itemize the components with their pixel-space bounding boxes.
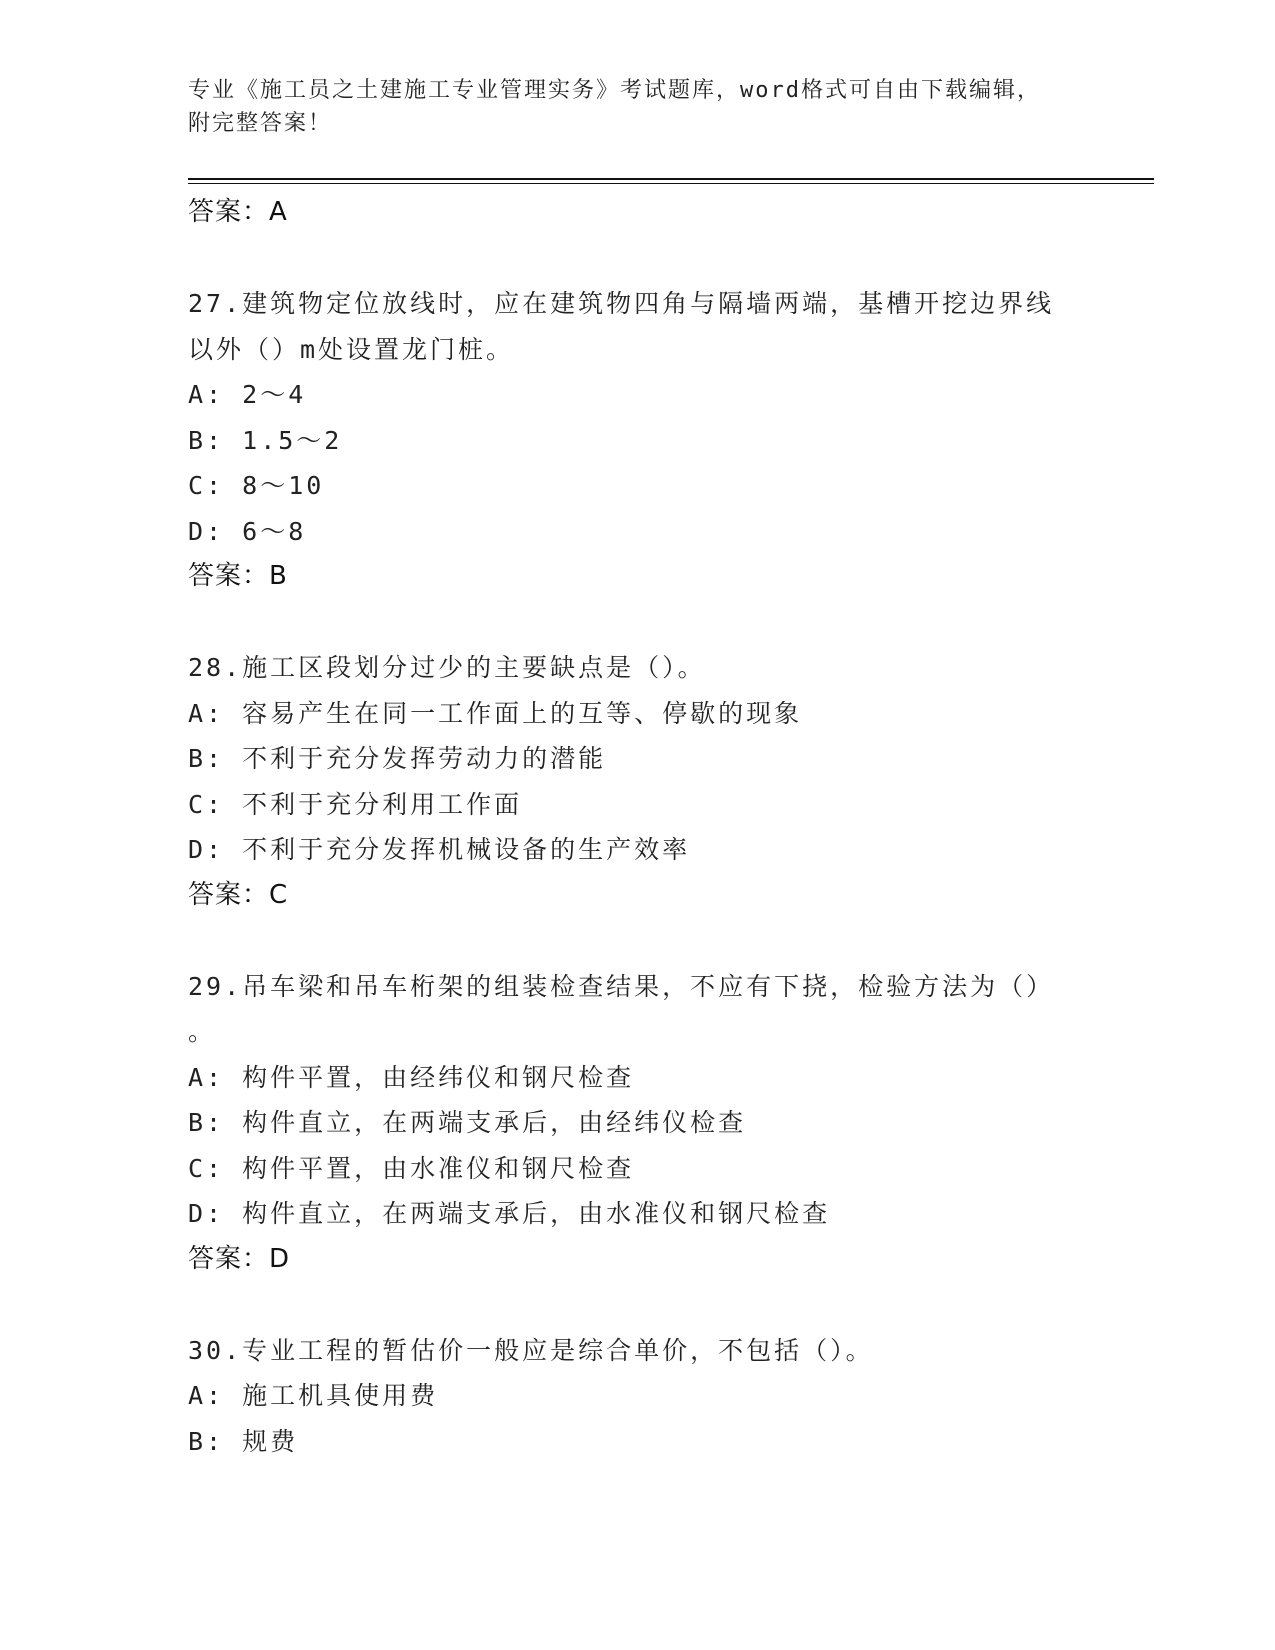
option-c: C: 构件平置，由水准仪和钢尺检查 [188, 1153, 635, 1183]
question-stem: 28.施工区段划分过少的主要缺点是（）。 [188, 653, 706, 682]
spacer [188, 918, 1148, 964]
question-stem-continued: 以外（）m处设置龙门桩。 [188, 334, 515, 364]
option-d: D: 不利于充分发挥机械设备的生产效率 [188, 835, 691, 864]
option-b: B: 规费 [188, 1426, 299, 1456]
header-line-2: 附完整答案！ [188, 111, 333, 136]
spacer [188, 1282, 1148, 1328]
question-29 [188, 964, 1148, 1283]
question-list [188, 190, 1148, 1464]
answer: 答案：B [188, 561, 288, 591]
previous-answer: 答案：A [188, 197, 288, 227]
document-header [188, 74, 1088, 140]
header-divider-thin [188, 183, 1154, 184]
option-d: D: 构件直立，在两端支承后，由水准仪和钢尺检查 [188, 1199, 831, 1228]
option-b: B: 不利于充分发挥劳动力的潜能 [188, 744, 607, 773]
header-divider-thick [188, 178, 1154, 180]
question-stem: 30.专业工程的暂估价一般应是综合单价，不包括（）。 [188, 1335, 874, 1365]
spacer [188, 600, 1148, 646]
option-b: B: 1.5～2 [188, 425, 343, 455]
question-stem: 27.建筑物定位放线时，应在建筑物四角与隔墙两端，基槽开挖边界线 [188, 289, 1055, 318]
question-30 [188, 1328, 1148, 1465]
option-d: D: 6～8 [188, 516, 307, 546]
option-a: A: 容易产生在同一工作面上的互等、停歇的现象 [188, 698, 803, 728]
option-a: A: 构件平置，由经纬仪和钢尺检查 [188, 1062, 635, 1092]
option-c: C: 8～10 [188, 471, 325, 500]
option-a: A: 2～4 [188, 380, 307, 409]
header-line-1: 专业《施工员之土建施工专业管理实务》考试题库，word格式可自由下载编辑， [188, 78, 1041, 103]
question-stem-continued: 。 [188, 1017, 217, 1046]
option-c: C: 不利于充分利用工作面 [188, 789, 523, 819]
answer: 答案：D [188, 1243, 291, 1274]
question-27 [188, 281, 1148, 600]
spacer [188, 236, 1148, 282]
option-a: A: 施工机具使用费 [188, 1381, 439, 1410]
option-b: B: 构件直立，在两端支承后，由经纬仪检查 [188, 1108, 747, 1137]
answer: 答案：C [188, 879, 289, 910]
question-stem: 29.吊车梁和吊车桁架的组装检查结果，不应有下挠，检验方法为（） [188, 971, 1055, 1001]
question-28 [188, 645, 1148, 918]
